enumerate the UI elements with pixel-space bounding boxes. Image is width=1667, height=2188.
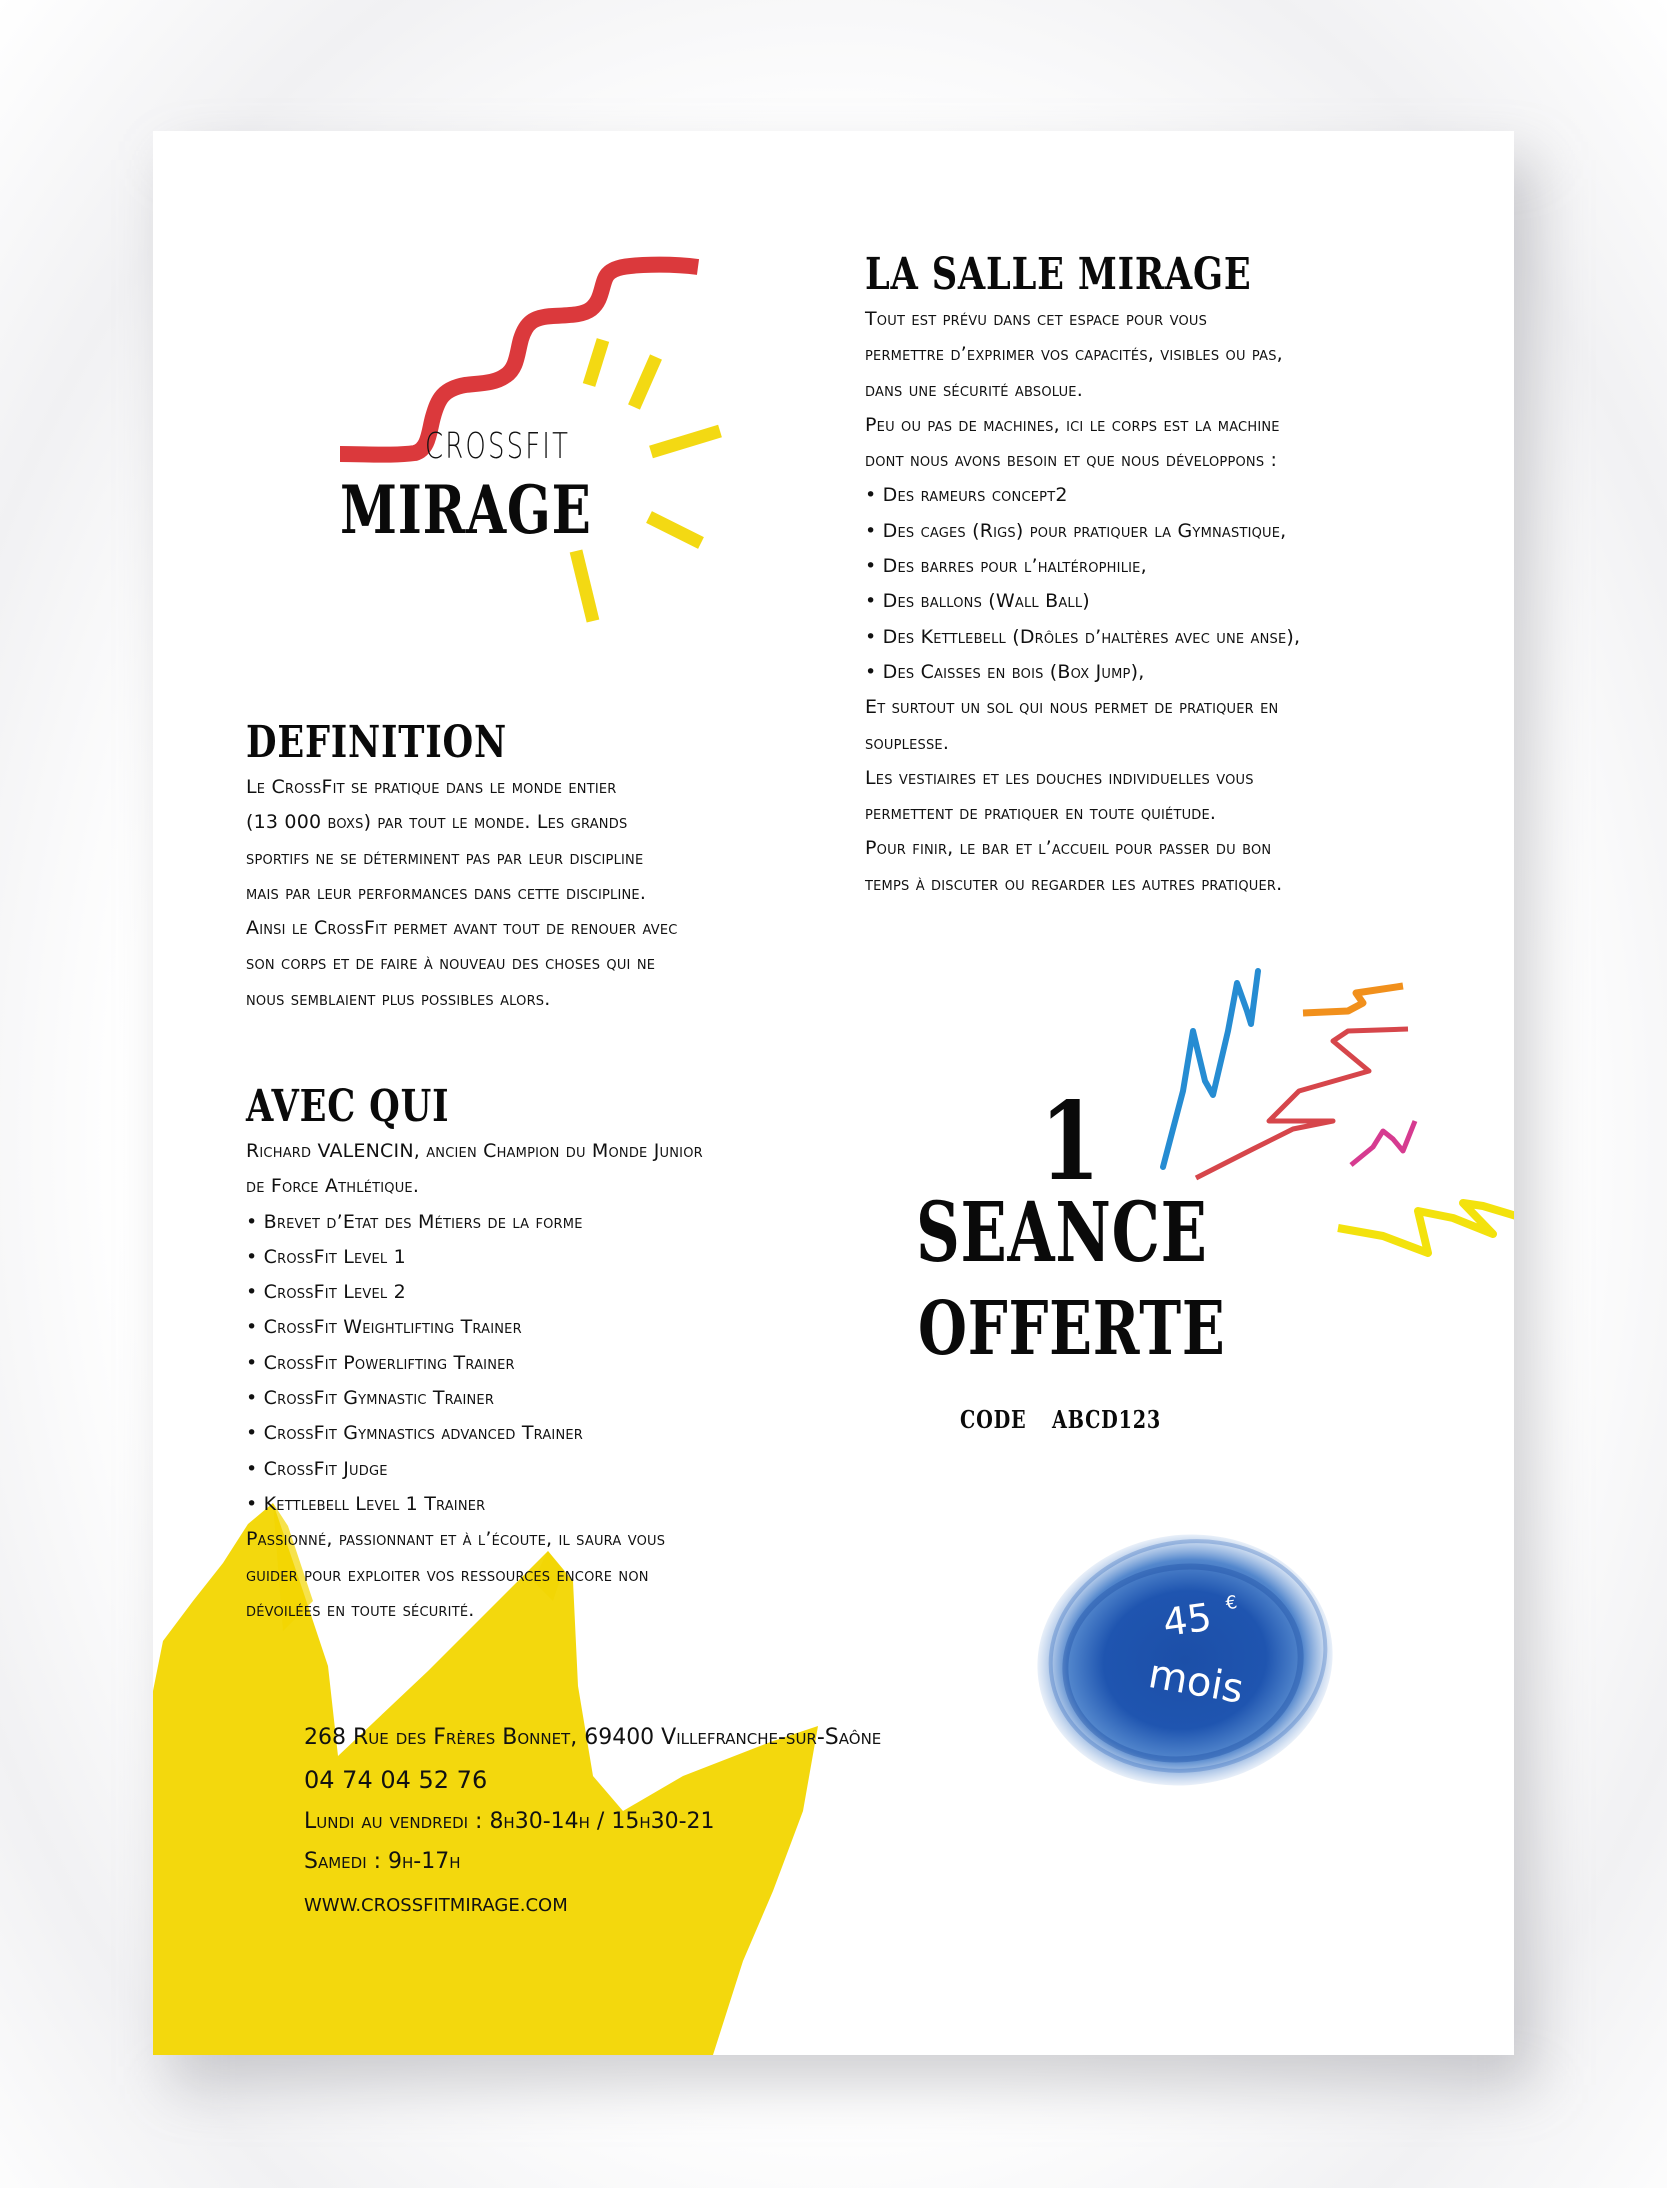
qualification-item: • CrossFit Powerlifting Trainer — [246, 1351, 515, 1374]
avec-qui-line: guider pour exploiter vos ressources encore non — [246, 1563, 649, 1586]
qualification-item: • CrossFit Judge — [246, 1457, 388, 1480]
offer-code — [960, 1405, 1189, 1434]
qualification-item: • CrossFit Gymnastic Trainer — [246, 1387, 495, 1410]
salle-list-item: • Des rameurs concept2 — [865, 484, 1068, 507]
avec-qui-line: de Force Athlétique. — [246, 1175, 420, 1198]
salle-list-item: • Des Caisses en bois (Box Jump), — [865, 660, 1145, 683]
salle-list-item: • Des Kettlebell (Drôles d’haltères avec une anse), — [865, 625, 1301, 648]
offer-line-seance: SEANCE — [916, 1185, 1208, 1281]
price-value: 45 — [1160, 1594, 1215, 1646]
definition-line: son corps et de faire à nouveau des choses qui ne — [246, 952, 656, 975]
contact-info — [304, 1718, 881, 1926]
hours-saturday: Samedi : 9h-17h — [304, 1849, 461, 1874]
phone[interactable]: 04 74 04 52 76 — [304, 1766, 488, 1794]
salle-list-item: • Des barres pour l’haltérophilie, — [865, 555, 1147, 578]
avec-qui-body — [246, 1134, 703, 1628]
definition-line: sportifs ne se déterminent pas par leur discipline — [246, 846, 644, 869]
offer-line-offerte: OFFERTE — [918, 1286, 1226, 1372]
address: 268 Rue des Frères Bonnet, 69400 Villefranche-sur-Saône — [304, 1725, 882, 1750]
salle-line: Les vestiaires et les douches individuelles vous — [865, 766, 1254, 789]
qualification-item: • Brevet d’Etat des Métiers de la forme — [246, 1210, 583, 1233]
salle-line: dont nous avons besoin et que nous développons : — [865, 449, 1278, 472]
salle-line: souplesse. — [865, 731, 950, 754]
qualification-item: • CrossFit Weightlifting Trainer — [246, 1316, 522, 1339]
salle-list-item: • Des ballons (Wall Ball) — [865, 590, 1090, 613]
blue-price-blob — [153, 131, 154, 132]
salle-title: LA SALLE MIRAGE — [865, 249, 1252, 300]
salle-body — [865, 302, 1300, 902]
definition-line: Ainsi le CrossFit permet avant tout de renouer avec — [246, 917, 678, 940]
salle-line: Et surtout un sol qui nous permet de pratiquer en — [865, 696, 1279, 719]
salle-line: permettre d’exprimer vos capacités, visibles ou pas, — [865, 343, 1283, 366]
salle-line: Pour finir, le bar et l’accueil pour passer du bon — [865, 837, 1272, 860]
price-period: mois — [1145, 1651, 1247, 1713]
offer-number: 1 — [1040, 1079, 1101, 1205]
definition-title: DEFINITION — [246, 717, 507, 768]
logo-mirage-text: MIRAGE — [340, 471, 592, 549]
qualification-item: • CrossFit Level 2 — [246, 1281, 406, 1304]
avec-qui-title: AVEC QUI — [246, 1081, 450, 1132]
code-value[interactable]: ABCD123 — [1052, 1405, 1162, 1434]
qualification-item: • CrossFit Gymnastics advanced Trainer — [246, 1422, 584, 1445]
qualification-item: • CrossFit Level 1 — [246, 1245, 406, 1268]
price-currency: € — [1224, 1591, 1239, 1615]
definition-line: mais par leur performances dans cette discipline. — [246, 881, 647, 904]
logo-crossfit-text: CROSSFIT — [425, 426, 571, 467]
salle-line: permettent de pratiquer en toute quiétude. — [865, 802, 1217, 825]
code-label: CODE — [960, 1405, 1027, 1434]
salle-line: Peu ou pas de machines, ici le corps est la machine — [865, 413, 1280, 436]
avec-qui-line: Passionné, passionnant et à l’écoute, il saura vous — [246, 1528, 666, 1551]
avec-qui-line: Richard VALENCIN, ancien Champion du Monde Junior — [246, 1140, 703, 1162]
definition-line: nous semblaient plus possibles alors. — [246, 987, 551, 1010]
salle-line: dans une sécurité absolue. — [865, 378, 1083, 401]
definition-line: Le CrossFit se pratique dans le monde entier — [246, 776, 617, 798]
website-link[interactable]: WWW.CROSSFITMIRAGE.COM — [304, 1895, 568, 1916]
definition-line: (13 000 boxs) par tout le monde. Les grands — [246, 811, 628, 834]
salle-line: temps à discuter ou regarder les autres pratiquer. — [865, 872, 1283, 895]
hours-weekdays: Lundi au vendredi : 8h30-14h / 15h30-21 — [304, 1809, 715, 1834]
salle-list-item: • Des cages (Rigs) pour pratiquer la Gymnastique, — [865, 519, 1287, 542]
salle-line: Tout est prévu dans cet espace pour vous — [865, 308, 1208, 330]
definition-body — [246, 770, 678, 1017]
avec-qui-line: dévoilées en toute sécurité. — [246, 1598, 475, 1621]
flyer-page — [153, 131, 1514, 2055]
qualification-item: • Kettlebell Level 1 Trainer — [246, 1492, 486, 1515]
